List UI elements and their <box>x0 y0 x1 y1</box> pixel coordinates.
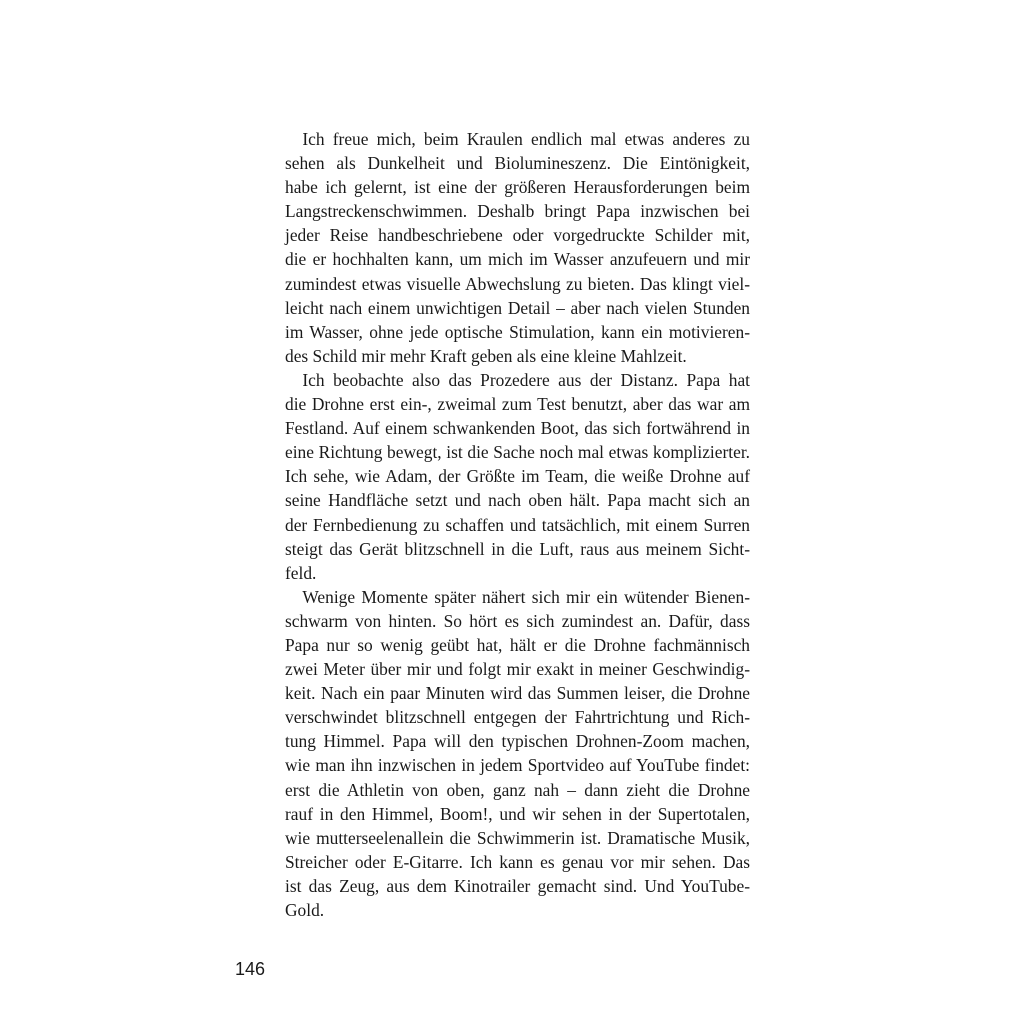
text-line: Langstreckenschwimmen. Deshalb bringt Papa inzwischen bei <box>285 201 750 222</box>
text-line: steigt das Gerät blitzschnell in die Luft, raus aus meinem Sicht- <box>285 538 750 559</box>
text-line: zwei Meter über mir und folgt mir exakt in meiner Geschwindig- <box>285 659 750 680</box>
text-line: jeder Reise handbeschriebene oder vorgedruckte Schilder mit, <box>285 225 750 246</box>
text-line: Gold. <box>285 900 325 920</box>
paragraph-2 <box>285 368 750 585</box>
text-line: rauf in den Himmel, Boom!, und wir sehen in der Supertotalen, <box>285 803 750 824</box>
text-line: ist das Zeug, aus dem Kinotrailer gemacht sind. Und YouTube- <box>285 875 750 896</box>
text-line: im Wasser, ohne jede optische Stimulation, kann ein motivieren- <box>285 321 750 342</box>
text-line: Papa nur so wenig geübt hat, hält er die Drohne fachmännisch <box>285 634 750 655</box>
text-line: Festland. Auf einem schwankenden Boot, das sich fortwährend in <box>285 418 750 439</box>
text-line: Wenige Momente später nähert sich mir ein wütender Bienen- <box>285 586 750 607</box>
page-number: 146 <box>235 959 266 979</box>
body-text <box>285 127 750 922</box>
text-line: der Fernbedienung zu schaffen und tatsächlich, mit einem Surren <box>285 514 750 535</box>
text-line: Ich freue mich, beim Kraulen endlich mal etwas anderes zu <box>285 129 750 149</box>
text-line: verschwindet blitzschnell entgegen der Fahrtrichtung und Rich- <box>285 707 750 728</box>
text-line: seine Handfläche setzt und nach oben hält. Papa macht sich an <box>285 490 750 511</box>
text-line: feld. <box>285 562 317 583</box>
text-line: habe ich gelernt, ist eine der größeren Herausforderungen beim <box>285 177 750 198</box>
text-line: Ich beobachte also das Prozedere aus der Distanz. Papa hat <box>285 369 750 390</box>
text-line: Ich sehe, wie Adam, der Größte im Team, die weiße Drohne auf <box>285 466 750 487</box>
text-line: die er hochhalten kann, um mich im Wasser anzufeuern und mir <box>285 249 750 270</box>
text-line: die Drohne erst ein-, zweimal zum Test benutzt, aber das war am <box>285 394 750 415</box>
text-line: leicht nach einem unwichtigen Detail – aber nach vielen Stunden <box>285 297 750 318</box>
text-line: tung Himmel. Papa will den typischen Drohnen-Zoom machen, <box>285 731 750 752</box>
text-line: sehen als Dunkelheit und Biolumineszenz. Die Eintönigkeit, <box>285 153 750 174</box>
text-line: zumindest etwas visuelle Abwechslung zu bieten. Das klingt viel- <box>285 273 750 294</box>
paragraph-1 <box>285 127 750 368</box>
text-line: keit. Nach ein paar Minuten wird das Summen leiser, die Drohne <box>285 683 750 704</box>
text-line: eine Richtung bewegt, ist die Sache noch mal etwas komplizierter. <box>285 442 750 463</box>
text-line: wie man ihn inzwischen in jedem Sportvideo auf YouTube findet: <box>285 755 750 776</box>
text-line: erst die Athletin von oben, ganz nah – dann zieht die Drohne <box>285 779 750 800</box>
text-line: schwarm von hinten. So hört es sich zumindest an. Dafür, dass <box>285 610 750 631</box>
paragraph-3 <box>285 585 750 922</box>
text-line: Streicher oder E-Gitarre. Ich kann es genau vor mir sehen. Das <box>285 851 750 872</box>
text-line: wie mutterseelenallein die Schwimmerin ist. Dramatische Musik, <box>285 827 750 848</box>
text-line: des Schild mir mehr Kraft geben als eine kleine Mahlzeit. <box>285 345 687 366</box>
